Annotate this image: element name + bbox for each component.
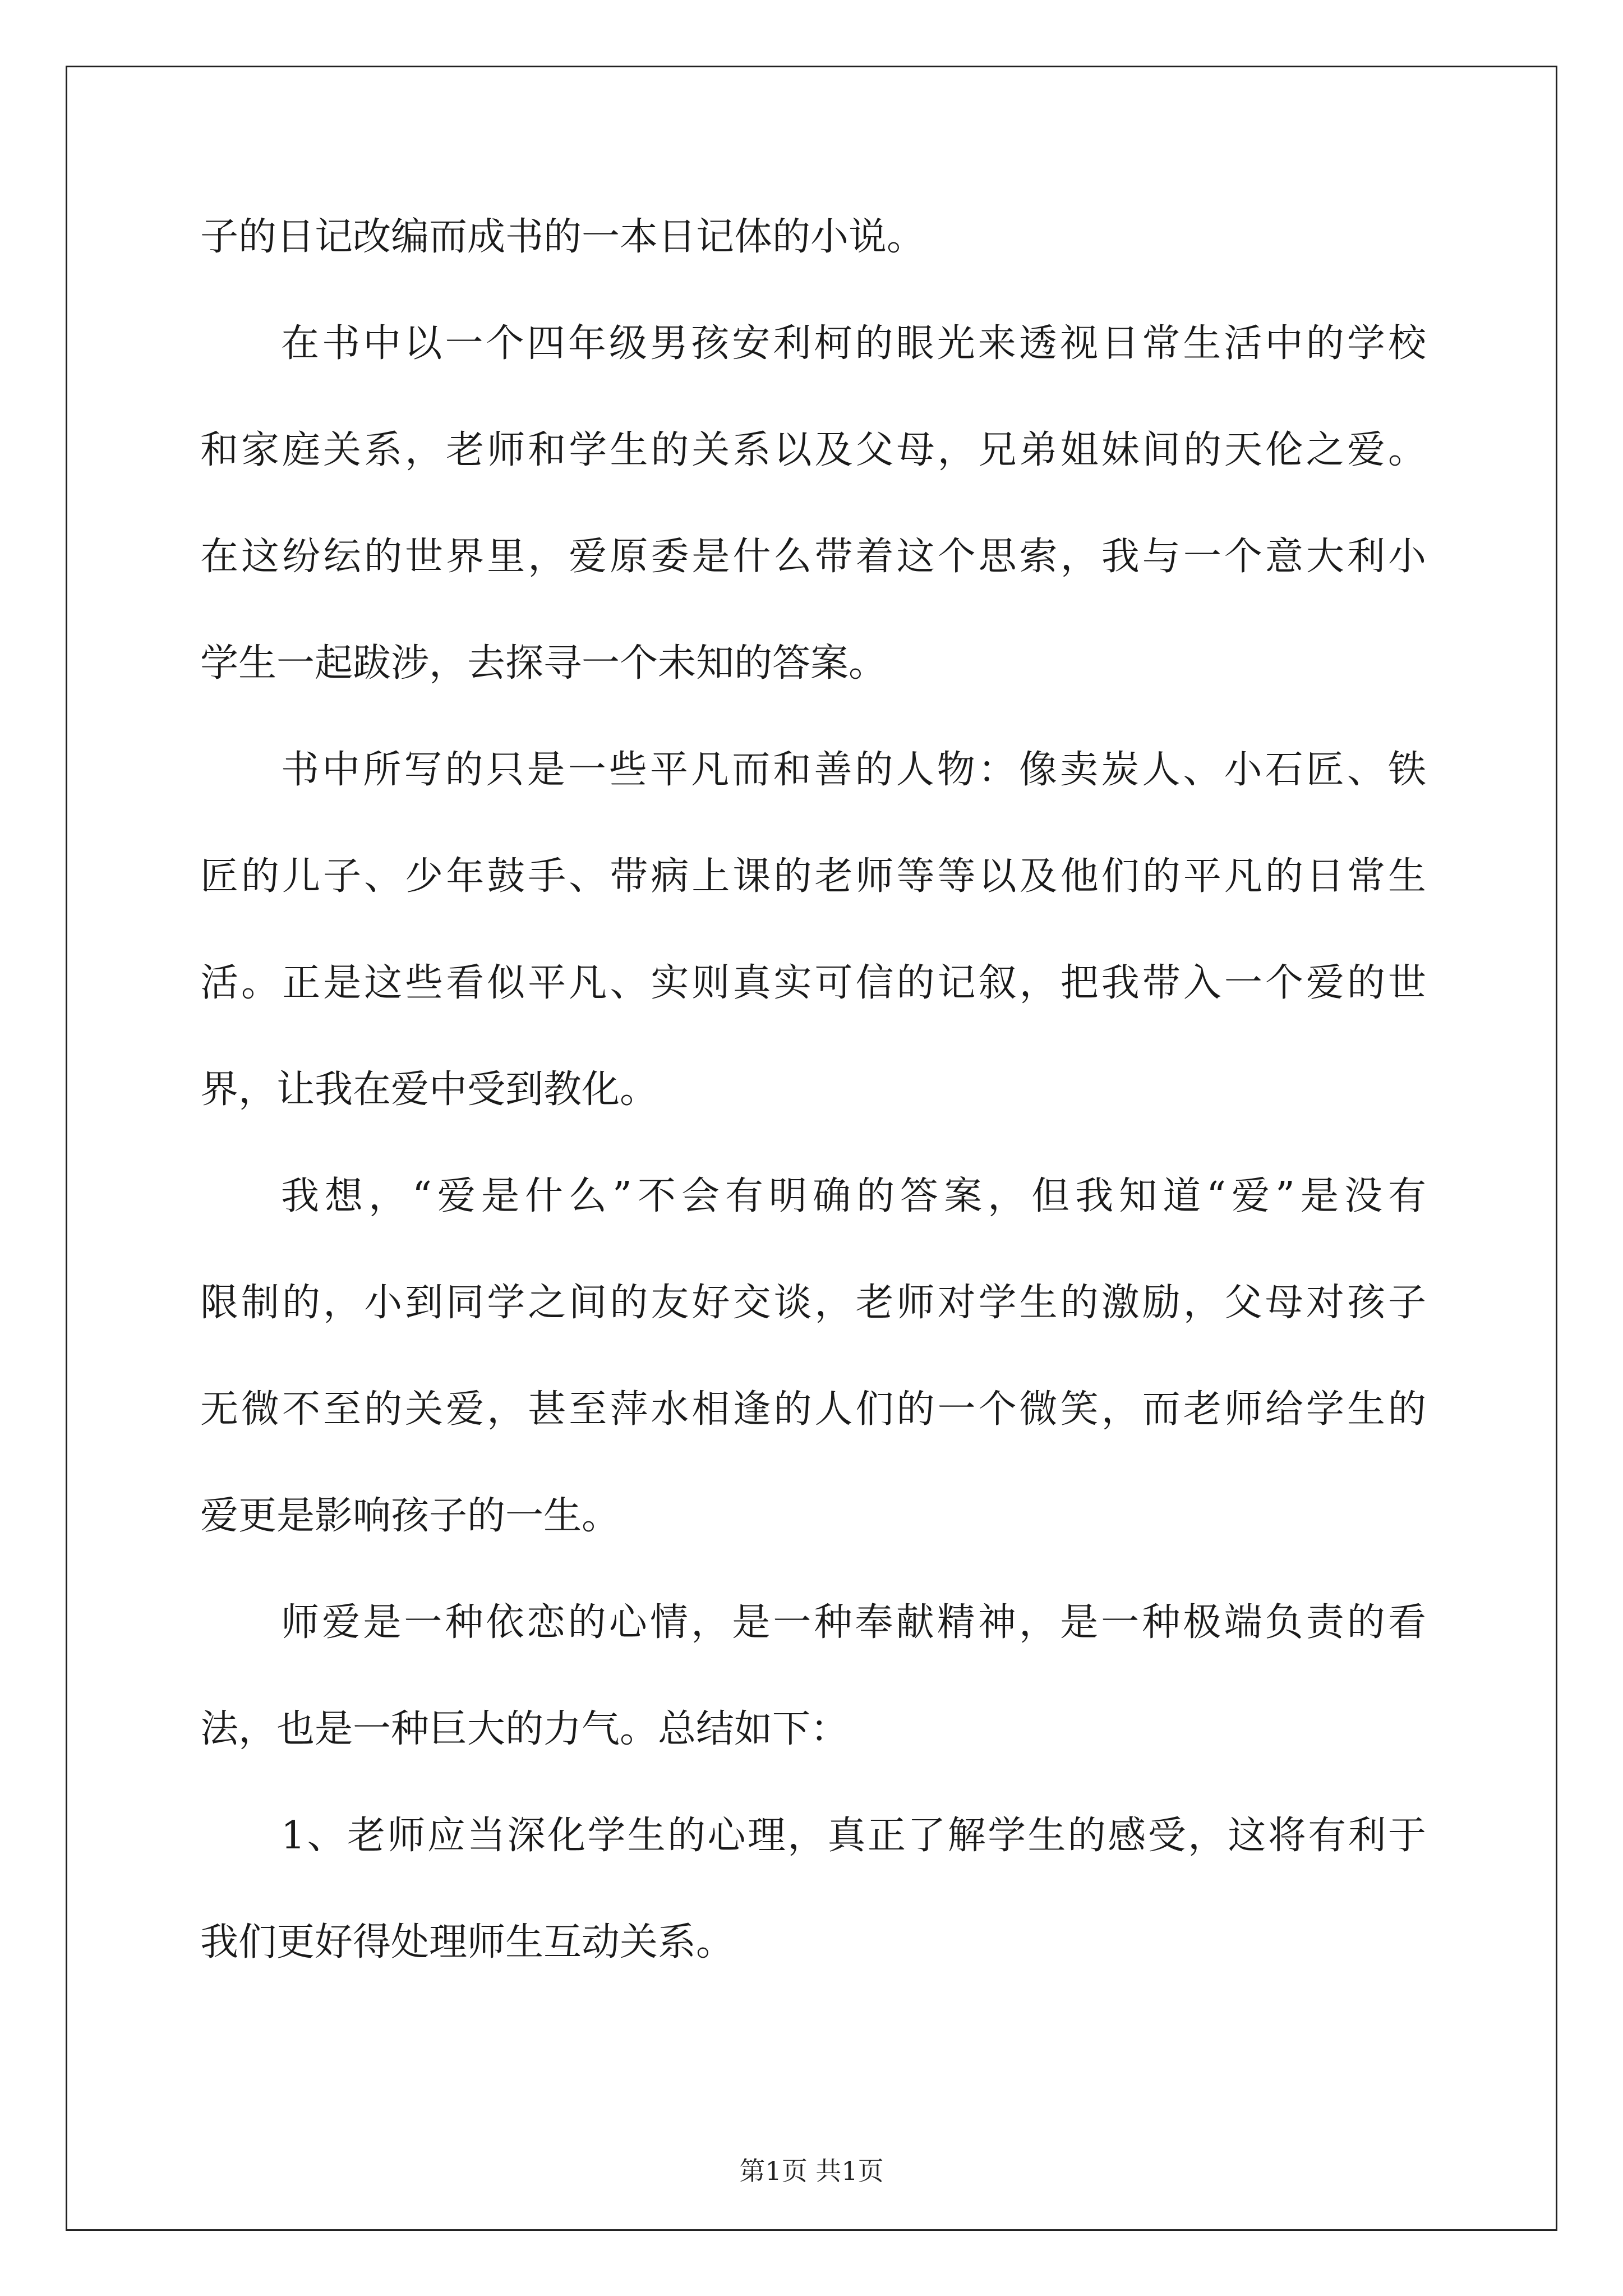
text-line: 书中所写的只是一些平凡而和善的人物：像卖炭人、小石匠、铁 — [281, 748, 1426, 792]
paragraph — [200, 1798, 1426, 2011]
text-line: 我们更好得处理师生互动关系。 — [200, 1920, 735, 1964]
text-line: 1、老师应当深化学生的心理，真正了解学生的感受，这将有利于 — [281, 1814, 1426, 1858]
text-line: 界，让我在爱中受到教化。 — [200, 1068, 658, 1112]
text-line: 匠的儿子、少年鼓手、带病上课的老师等等以及他们的平凡的日常生 — [200, 854, 1426, 899]
text-line: 子的日记改编而成书的一本日记体的小说。 — [200, 215, 925, 259]
text-line: 我想，“爱是什么”不会有明确的答案，但我知道“爱”是没有 — [281, 1174, 1426, 1218]
paragraph — [200, 1585, 1426, 1798]
paragraph — [200, 1158, 1426, 1585]
paragraph — [200, 199, 1426, 306]
page-footer: 第1页 共1页 — [739, 2156, 884, 2186]
paragraph — [200, 306, 1426, 732]
text-line: 师爱是一种依恋的心情，是一种奉献精神，是一种极端负责的看 — [281, 1600, 1426, 1645]
text-line: 在这纷纭的世界里，爱原委是什么带着这个思索，我与一个意大利小 — [200, 535, 1426, 579]
text-line: 爱更是影响孩子的一生。 — [200, 1494, 620, 1538]
text-line: 法，也是一种巨大的力气。总结如下： — [200, 1707, 849, 1751]
document-body — [200, 199, 1426, 2011]
text-line: 无微不至的关爱，甚至萍水相逢的人们的一个微笑，而老师给学生的 — [200, 1387, 1426, 1432]
text-line: 活。正是这些看似平凡、实则真实可信的记叙，把我带入一个爱的世 — [200, 961, 1426, 1005]
text-line: 限制的，小到同学之间的友好交谈，老师对学生的激励，父母对孩子 — [200, 1281, 1426, 1325]
paragraph — [200, 732, 1426, 1158]
text-line: 在书中以一个四年级男孩安利柯的眼光来透视日常生活中的学校 — [281, 321, 1426, 366]
text-line: 和家庭关系，老师和学生的关系以及父母，兄弟姐妹间的天伦之爱。 — [200, 428, 1426, 472]
text-line: 学生一起跋涉，去探寻一个未知的答案。 — [200, 641, 887, 685]
